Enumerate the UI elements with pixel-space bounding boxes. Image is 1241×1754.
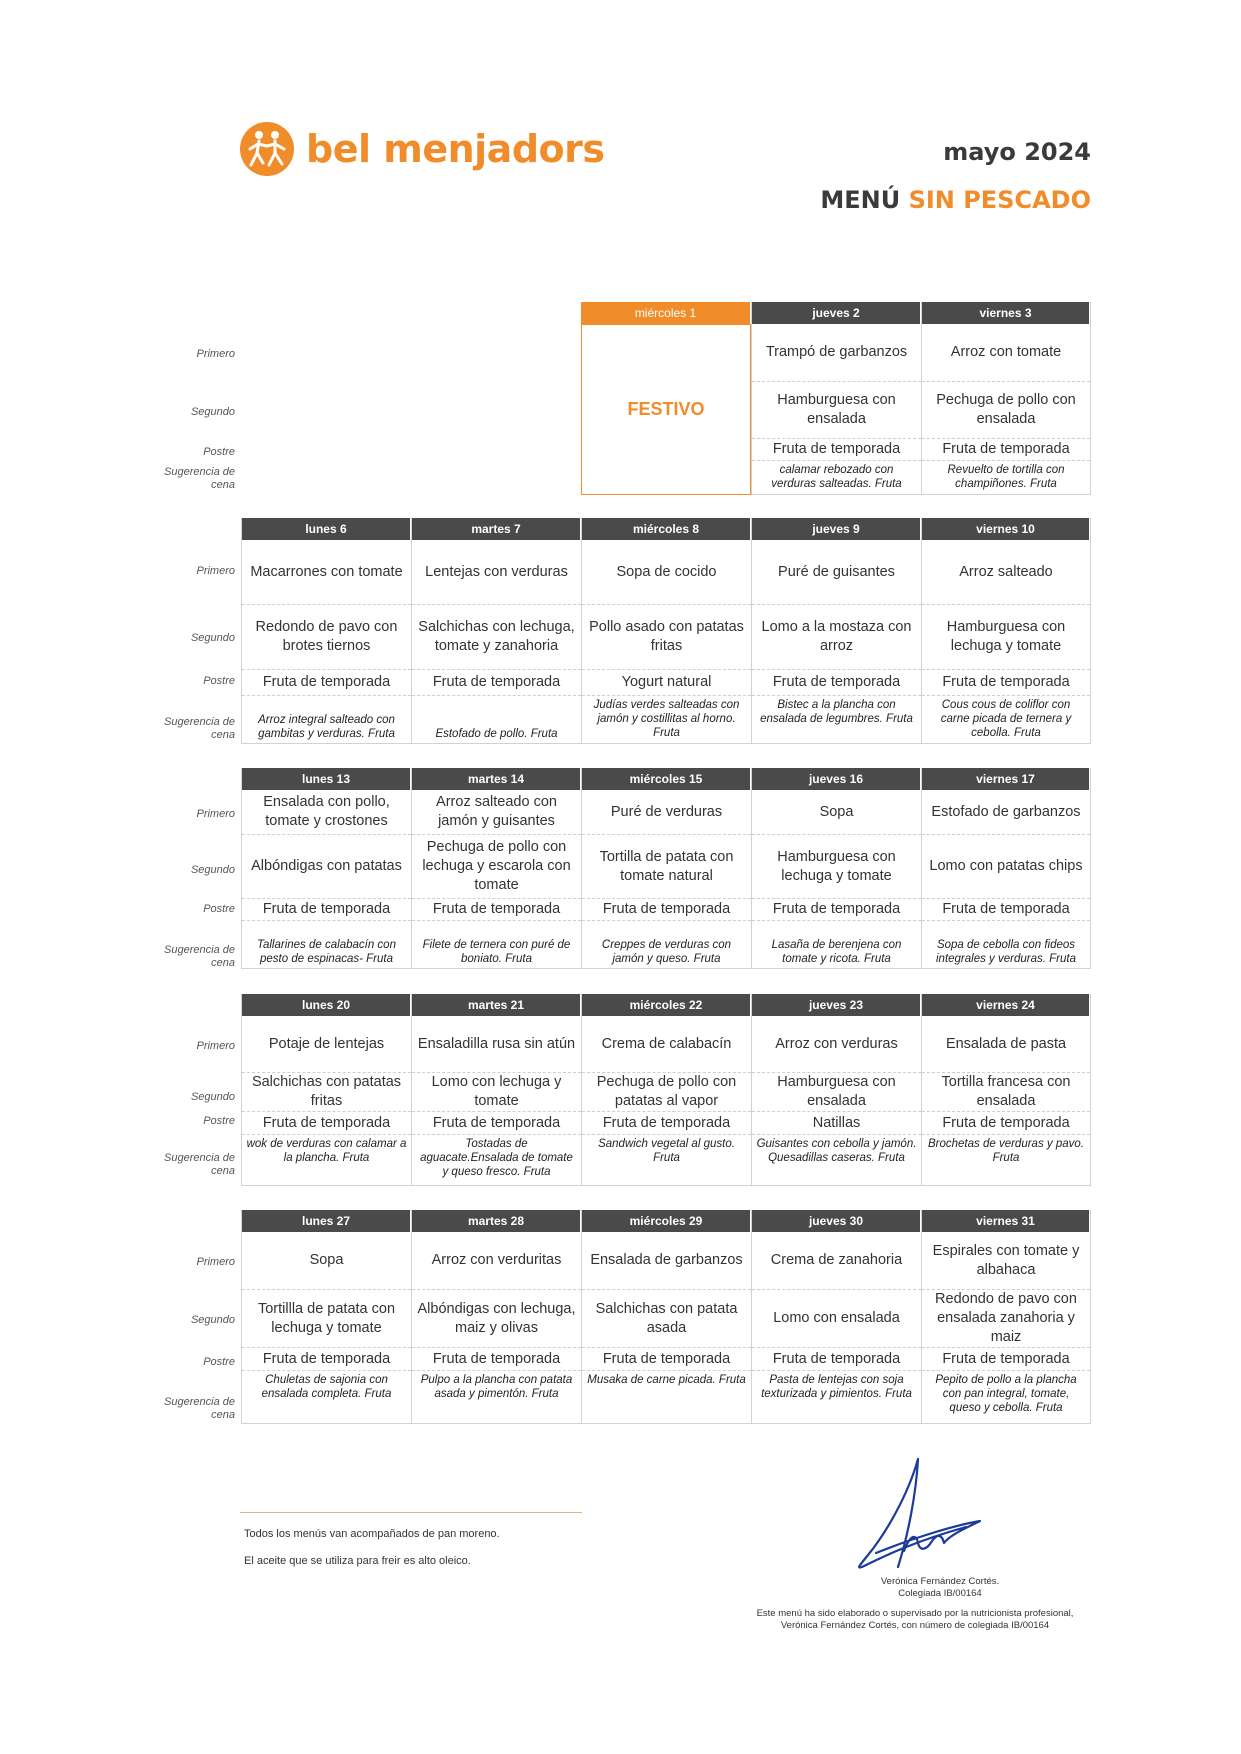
day-header: martes 7 [412,518,581,540]
day-column [921,302,1091,495]
footer-note-oil: El aceite que se utiliza para freir es alto oleico. [244,1555,471,1567]
postre-dish: Fruta de temporada [582,899,751,921]
label-primero: Primero [196,808,235,820]
day-header: miércoles 1 [581,302,751,324]
day-column [411,1210,581,1424]
postre-dish: Fruta de temporada [582,1348,751,1371]
cena-suggestion: Pulpo a la plancha con patata asada y pimentón. Fruta [412,1371,581,1424]
postre-dish: Fruta de temporada [412,899,581,921]
menu-title-accent: SIN PESCADO [908,186,1091,214]
label-postre: Postre [203,675,235,687]
postre-dish: Fruta de temporada [752,670,921,696]
cena-suggestion: Lasaña de berenjena con tomate y ricota. Fruta [752,921,921,969]
postre-dish: Fruta de temporada [412,1112,581,1135]
day-column [751,1210,921,1424]
segundo-dish: Lomo con lechuga y tomate [412,1073,581,1112]
label-segundo: Segundo [190,1314,235,1326]
primero-dish: Arroz con verduras [752,1016,921,1073]
day-column [241,1210,411,1424]
day-header: martes 21 [412,994,581,1016]
day-column [921,1210,1091,1424]
day-column [581,768,751,969]
signer-name: Verónica Fernández Cortés. [880,1576,1000,1587]
day-column [751,994,921,1186]
day-header: jueves 23 [752,994,921,1016]
segundo-dish: Hamburguesa con ensalada [752,382,921,439]
segundo-dish: Salchichas con patata asada [582,1290,751,1348]
cena-suggestion: Judías verdes salteadas con jamón y costillitas al horno. Fruta [582,696,751,744]
cena-suggestion: Sopa de cebolla con fideos integrales y verduras. Fruta [922,921,1090,969]
label-primero: Primero [196,1040,235,1052]
label-cena: Sugerencia de cena [164,466,235,491]
day-festivo [581,302,751,495]
postre-dish: Natillas [752,1112,921,1135]
day-column [581,1210,751,1424]
cena-suggestion: Pepito de pollo a la plancha con pan integral, tomate, queso y cebolla. Fruta [922,1371,1090,1424]
primero-dish: Macarrones con tomate [242,540,411,605]
primero-dish: Puré de verduras [582,790,751,835]
day-column [751,302,921,495]
segundo-dish: Pechuga de pollo con lechuga y escarola con tomate [412,835,581,899]
menu-title-prefix: MENÚ [820,186,901,214]
day-header: lunes 6 [242,518,411,540]
signer-id: Colegiada IB/00164 [898,1588,982,1599]
postre-dish: Fruta de temporada [242,1348,411,1371]
primero-dish: Arroz con tomate [922,324,1090,382]
cena-suggestion: wok de verduras con calamar a la plancha. Fruta [242,1135,411,1186]
segundo-dish: Redondo de pavo con brotes tiernos [242,605,411,670]
day-header: jueves 9 [752,518,921,540]
primero-dish: Ensaladilla rusa sin atún [412,1016,581,1073]
cena-suggestion: Pasta de lentejas con soja texturizada y pimientos. Fruta [752,1371,921,1424]
primero-dish: Lentejas con verduras [412,540,581,605]
segundo-dish: Tortilla de patata con tomate natural [582,835,751,899]
day-column [241,768,411,969]
row-labels [145,302,241,495]
primero-dish: Puré de guisantes [752,540,921,605]
cena-suggestion: calamar rebozado con verduras salteadas. Fruta [752,461,921,495]
cena-suggestion: Estofado de pollo. Fruta [412,696,581,744]
postre-dish: Fruta de temporada [752,439,921,461]
brand-logo [240,122,604,176]
week-4 [145,994,1091,1186]
label-postre: Postre [203,446,235,458]
segundo-dish: Hamburguesa con lechuga y tomate [752,835,921,899]
disclaimer-line-1: Este menú ha sido elaborado o supervisado por la nutricionista profesional, [756,1608,1074,1619]
day-header: viernes 31 [922,1210,1090,1232]
primero-dish: Sopa [752,790,921,835]
segundo-dish: Hamburguesa con ensalada [752,1073,921,1112]
day-column [411,994,581,1186]
cena-suggestion: Revuelto de tortilla con champiñones. Fruta [922,461,1090,495]
postre-dish: Fruta de temporada [412,1348,581,1371]
day-header: miércoles 29 [582,1210,751,1232]
cena-suggestion: Brochetas de verduras y pavo. Fruta [922,1135,1090,1186]
day-column [751,518,921,744]
day-column [411,768,581,969]
postre-dish: Fruta de temporada [752,1348,921,1371]
primero-dish: Trampó de garbanzos [752,324,921,382]
footer-divider [240,1512,582,1513]
primero-dish: Sopa de cocido [582,540,751,605]
label-segundo: Segundo [190,864,235,876]
cena-suggestion: Cous cous de coliflor con carne picada de ternera y cebolla. Fruta [922,696,1090,744]
day-column [241,994,411,1186]
cena-suggestion: Sandwich vegetal al gusto. Fruta [582,1135,751,1186]
cena-suggestion: Tostadas de aguacate.Ensalada de tomate y queso fresco. Fruta [412,1135,581,1186]
cena-suggestion: Guisantes con cebolla y jamón. Quesadillas caseras. Fruta [752,1135,921,1186]
day-column [921,768,1091,969]
primero-dish: Espirales con tomate y albahaca [922,1232,1090,1290]
postre-dish: Fruta de temporada [922,439,1090,461]
segundo-dish: Redondo de pavo con ensalada zanahoria y maiz [922,1290,1090,1348]
cena-suggestion: Creppes de verduras con jamón y queso. Fruta [582,921,751,969]
day-header: viernes 3 [922,302,1090,324]
label-segundo: Segundo [190,406,235,418]
primero-dish: Potaje de lentejas [242,1016,411,1073]
postre-dish: Fruta de temporada [412,670,581,696]
brand-name: bel menjadors [306,127,605,171]
cena-suggestion: Bistec a la plancha con ensalada de legumbres. Fruta [752,696,921,744]
day-column [241,518,411,744]
segundo-dish: Pechuga de pollo con patatas al vapor [582,1073,751,1112]
cena-suggestion: Filete de ternera con puré de boniato. Fruta [412,921,581,969]
label-postre: Postre [203,1356,235,1368]
day-column [751,768,921,969]
cena-suggestion: Musaka de carne picada. Fruta [582,1371,751,1424]
cena-suggestion: Arroz integral salteado con gambitas y verduras. Fruta [242,696,411,744]
disclaimer-line-2: Verónica Fernández Cortés, con número de colegiada IB/00164 [780,1620,1050,1631]
segundo-dish: Albóndigas con lechuga, maiz y olivas [412,1290,581,1348]
segundo-dish: Pollo asado con patatas fritas [582,605,751,670]
cena-suggestion: Tallarines de calabacín con pesto de espinacas- Fruta [242,921,411,969]
day-header: viernes 10 [922,518,1090,540]
day-header: miércoles 22 [582,994,751,1016]
postre-dish: Fruta de temporada [922,899,1090,921]
postre-dish: Fruta de temporada [582,1112,751,1135]
primero-dish: Arroz salteado [922,540,1090,605]
primero-dish: Sopa [242,1232,411,1290]
runners-icon [240,122,294,176]
day-header: viernes 24 [922,994,1090,1016]
menu-title [820,186,1091,214]
row-labels [145,1210,241,1424]
row-labels [145,768,241,969]
label-cena: Sugerencia de cena [164,944,235,969]
day-column [411,518,581,744]
cena-suggestion: Chuletas de sajonia con ensalada completa. Fruta [242,1371,411,1424]
postre-dish: Fruta de temporada [752,899,921,921]
postre-dish: Fruta de temporada [242,670,411,696]
segundo-dish: Lomo a la mostaza con arroz [752,605,921,670]
day-header: viernes 17 [922,768,1090,790]
row-labels [145,994,241,1186]
footer-note-bread: Todos los menús van acompañados de pan moreno. [244,1528,500,1540]
primero-dish: Crema de calabacín [582,1016,751,1073]
day-header: martes 28 [412,1210,581,1232]
row-labels [145,518,241,744]
festivo-label: FESTIVO [581,324,751,495]
primero-dish: Arroz salteado con jamón y guisantes [412,790,581,835]
postre-dish: Fruta de temporada [922,1348,1090,1371]
label-cena: Sugerencia de cena [164,716,235,741]
label-primero: Primero [196,565,235,577]
label-segundo: Segundo [190,632,235,644]
week-3 [145,768,1091,969]
primero-dish: Ensalada de pasta [922,1016,1090,1073]
day-column [921,518,1091,744]
day-header: martes 14 [412,768,581,790]
day-header: miércoles 15 [582,768,751,790]
day-header: jueves 30 [752,1210,921,1232]
postre-dish: Fruta de temporada [242,899,411,921]
segundo-dish: Lomo con ensalada [752,1290,921,1348]
day-header: lunes 27 [242,1210,411,1232]
postre-dish: Fruta de temporada [242,1112,411,1135]
segundo-dish: Tortillla de patata con lechuga y tomate [242,1290,411,1348]
day-column [581,994,751,1186]
primero-dish: Arroz con verduritas [412,1232,581,1290]
day-header: miércoles 8 [582,518,751,540]
label-primero: Primero [196,1256,235,1268]
day-header: jueves 2 [752,302,921,324]
label-postre: Postre [203,903,235,915]
segundo-dish: Pechuga de pollo con ensalada [922,382,1090,439]
week-2 [145,518,1091,744]
segundo-dish: Hamburguesa con lechuga y tomate [922,605,1090,670]
segundo-dish: Albóndigas con patatas [242,835,411,899]
label-primero: Primero [196,348,235,360]
week-5 [145,1210,1091,1424]
primero-dish: Crema de zanahoria [752,1232,921,1290]
day-header: lunes 13 [242,768,411,790]
segundo-dish: Salchichas con lechuga, tomate y zanahoria [412,605,581,670]
menu-month: mayo 2024 [943,138,1091,166]
day-header: jueves 16 [752,768,921,790]
week-1 [145,302,1091,495]
label-postre: Postre [203,1115,235,1127]
day-column [921,994,1091,1186]
postre-dish: Yogurt natural [582,670,751,696]
signature-image [846,1455,996,1580]
postre-dish: Fruta de temporada [922,670,1090,696]
primero-dish: Ensalada de garbanzos [582,1232,751,1290]
label-cena: Sugerencia de cena [164,1396,235,1421]
segundo-dish: Tortilla francesa con ensalada [922,1073,1090,1112]
postre-dish: Fruta de temporada [922,1112,1090,1135]
primero-dish: Estofado de garbanzos [922,790,1090,835]
primero-dish: Ensalada con pollo, tomate y crostones [242,790,411,835]
label-cena: Sugerencia de cena [164,1152,235,1177]
day-column [581,518,751,744]
segundo-dish: Salchichas con patatas fritas [242,1073,411,1112]
label-segundo: Segundo [190,1091,235,1103]
day-header: lunes 20 [242,994,411,1016]
segundo-dish: Lomo con patatas chips [922,835,1090,899]
